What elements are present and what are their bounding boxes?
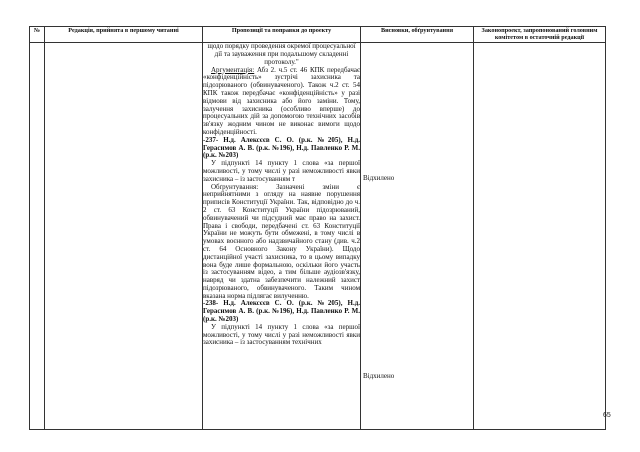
amendment-238-title: -238- Н.д. Алексєєв С. О. (р.к. №205), Н.д. Герасимов А. В. (р.к. №196), Н.д. Павленко Р. М. (р.к. №203) (203, 299, 360, 324)
proposal-text: щодо порядку проведення окремої процесуальної дії та зауваження при подальшому складенні протоколу." (207, 42, 356, 66)
header-conclusions: Висновки, обґрунтування (361, 27, 474, 43)
amendment-238-text: У підпункті 14 пункту 1 слова «за першої можливості, у тому числі у разі неможливості явки захисника – із застосуванням технічних (203, 322, 360, 347)
header-number: № (30, 27, 45, 43)
header-proposals: Пропозиції та поправки до проекту (203, 27, 361, 43)
amendment-237-title: -237- Н.д. Алексєєв С. О. (р.к. №205), Н.д. Герасимов А. В. (р.к. №196), Н.д. Павленко Р. М. (р.к. №203) (203, 135, 360, 160)
table-row (30, 43, 606, 430)
comparison-table (29, 26, 606, 430)
header-first-reading: Редакція, прийнята в першому читанні (45, 27, 203, 43)
cell-first-reading (45, 43, 203, 430)
page-number: 65 (603, 412, 611, 419)
cell-conclusions (361, 43, 474, 430)
amendment-237-text: У підпункті 14 пункту 1 слова «за першої можливості, у тому числі у разі неможливості явки захисника – із застосуванням т (203, 159, 360, 183)
cell-number (30, 43, 45, 430)
cell-proposals (203, 43, 361, 430)
verdict-237: Відхилено (363, 174, 395, 183)
header-final-version: Законопроект, запропонований головним комітетом в остаточній редакції (474, 27, 606, 43)
verdict-238: Відхилено (363, 372, 395, 381)
argumentation-text: Абз 2. ч.5 ст. 46 КПК передбачає «конфіденційність» зустрічі захисника та підозрюваного (обвинуваченого). Також ч.2 ст. 54 КПК також передбачає «конфіденційність» у разі відмови від захисника або його заміни. Тому, залучення захисника (особливо вперше) до процесуальних дій за допомогою технічних засобів зв'язку жодним чином не виконає вимоги щодо конфіденційності. (203, 65, 360, 136)
argumentation-label: Аргументація: (211, 65, 255, 74)
cell-final-version (474, 43, 606, 430)
argumentation (203, 67, 360, 137)
amendment-237-justification: Обґрунтування: Зазначені зміни є неприйнятними з огляду на наявне порушення приписів Конституції України. Так, відповідно до ч. 2 ст. 63 Конституції України підозрюваний, обвинувачений чи підсудний має право на захист. Права і свободи, передбачені ст. 63 Конституції України не можуть бути обмежені, в тому числі в умовах воєнного або надзвичайного стану (див. ч.2 ст. 64 Основного Закону України). Щодо дистанційної участі захисника, то в цьому випадку вона буде лише формальною, оскільки його участь із застосуванням відео, а тим більше аудіозв'язку, навряд чи здатна забезпечити належний захист підозрюваного, обвинуваченого. Таким чином вказана норма підлягає вилученню. (203, 182, 360, 300)
table-header-row (30, 27, 606, 43)
